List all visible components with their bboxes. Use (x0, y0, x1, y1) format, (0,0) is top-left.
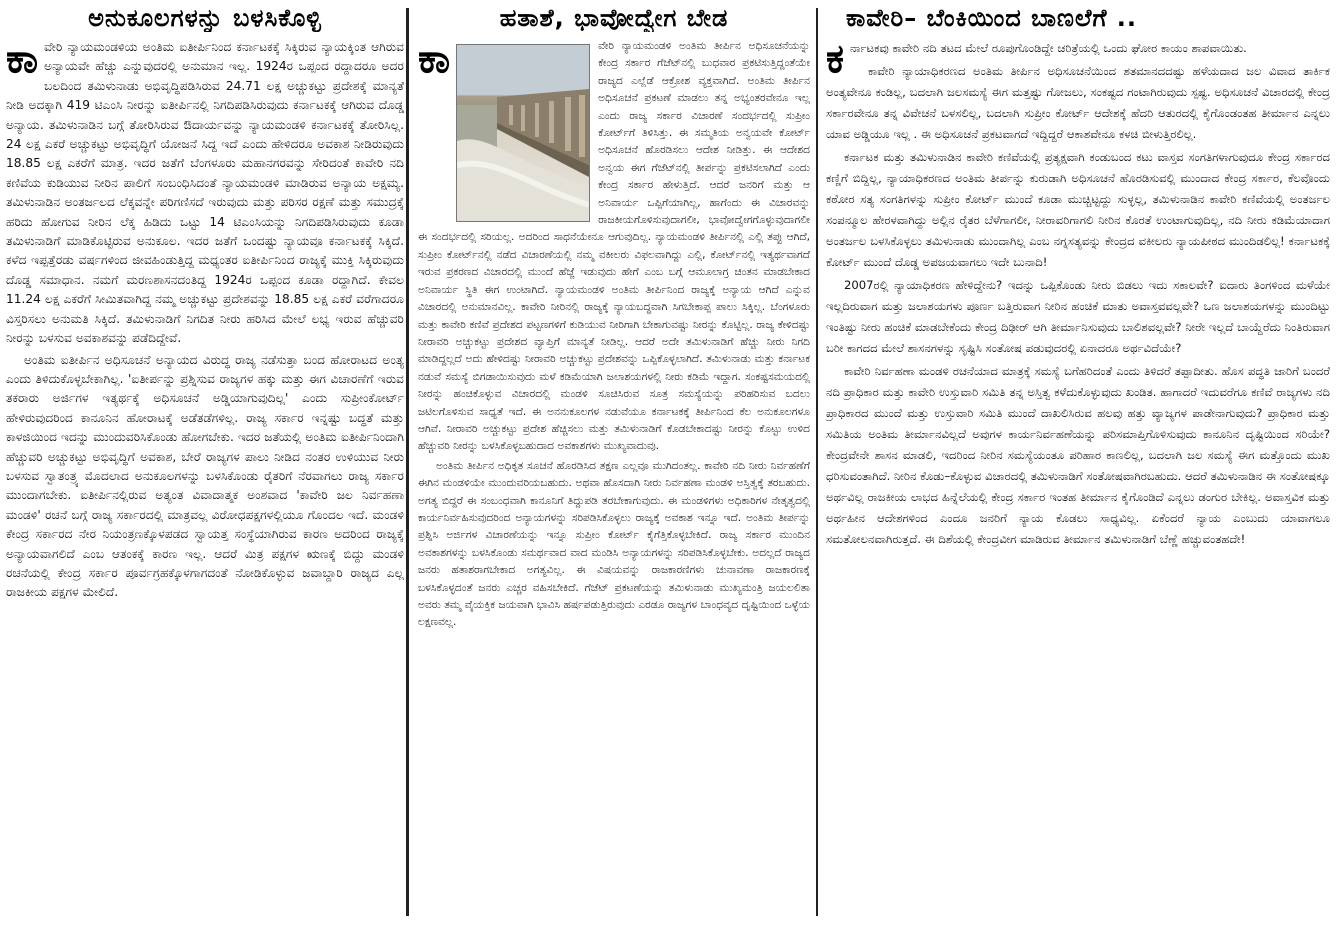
article-paragraph: ಕರ್ನಾಟಕ ಮತ್ತು ತಮಿಳುನಾಡಿನ ಕಾವೇರಿ ಕಣಿವೆಯಲ್ಲಿ ಪ್ರತ್ಯಕ್ಷವಾಗಿ ಕಂಡುಬಂದ ಕಟು ವಾಸ್ತವ ಸಂಗತಿಗಳಾಗುವುದೂ ಕೇಂದ್ರ ಸರ್ಕಾರದ ಕಣ್ಣಿಗೆ ಬಿದ್ದಿಲ್ಲ, ನ್ಯಾಯಾಧಿಕರಣದ ಅಂತಿಮ ತೀರ್ಪನ್ನು ಕುರುಡಾಗಿ ಅಧಿಸೂಚನೆ ಹೊರಡಿಸುವಲ್ಲಿ ಮುಂದಾದ ಕೇಂದ್ರ ಸರ್ಕಾರ, ಕೆಲವೊಂದು ಕಠೋರ ಸತ್ಯ ಸಂಗತಿಗಳನ್ನು ಸುಪ್ರೀಂ ಕೋರ್ಟ್ ಮುಂದೆ ಕೂಡಾ ಮುಚ್ಚಿಟ್ಟದ್ದು ಸುಳ್ಳಲ್ಲ, ತಮಿಳುನಾಡಿನ ಕಾವೇರಿ ಕಣಿವೆಯಲ್ಲಿ ಅಂತರ್ಜಲ ಸಂಪನ್ಮೂಲ ಹೇರಳವಾಗಿದ್ದು ಅಲ್ಲಿನ ರೈತರ ಬೆಳೆಗಾಗಲೀ, ನೀರಾವರಿಗಾಗಲಿ ನೀರಿನ ಕೊರತೆ ಉಂಟಾಗುವುದಿಲ್ಲ, ನದಿ ನೀರು ಕಡಿಮೆಯಾದಾಗ ಅಂತರ್ಜಲ ಬಳಸಿಕೊಳ್ಳಲು ತಮಿಳುನಾಡು ಮುಂದಾಗಿಲ್ಲ ಎಂಬ ನಗ್ನಸತ್ಯವನ್ನು ಕೇಂದ್ರದ ವಕೀಲರು ನ್ಯಾಯಪೀಠದ ಮುಂದಿಡಲಿಲ್ಲ! ಕರ್ನಾಟಕಕ್ಕೆ ಕೋರ್ಟ್ ಮುಂದೆ ದೊಡ್ಡ ಅಪಜಯವಾಗಲು ಇದೇ ಬುನಾದಿ! (826, 150, 1330, 269)
article-column-middle (412, 0, 816, 925)
article-paragraph: ಕಾವೇರಿ ನಿರ್ವಹಣಾ ಮಂಡಳಿ ರಚನೆಯಾದ ಮಾತ್ರಕ್ಕೆ ಸಮಸ್ಯೆ ಬಗೆಹರಿದಂತೆ ಎಂದು ತಿಳಿದರೆ ತಪ್ಪಾದೀತು. ಹೊಸ ಪದ್ಧತಿ ಜಾರಿಗೆ ಬಂದರೆ ನದಿ ಪ್ರಾಧಿಕಾರ ಮತ್ತು ಕಾವೇರಿ ಉಸ್ತುವಾರಿ ಸಮಿತಿ ತನ್ನ ಅಸ್ತಿತ್ವ ಕಳೆದುಕೊಳ್ಳುವುದು ಖಂಡಿತ. ಹಾಗಾದರೆ ಇದುವರೆಗೂ ಕಣಿವೆ ರಾಜ್ಯಗಳು ನದಿ ಪ್ರಾಧಿಕಾರದ ಮುಂದೆ ಮತ್ತು ಉಸ್ತುವಾರಿ ಸಮಿತಿ ಮುಂದೆ ದಾಖಲಿಸಿರುವ ಹಲವು ಹತ್ತು ವ್ಯಾಜ್ಯಗಳ ಪಾಡೇನಾಗುವುದು? ಪ್ರಾಧಿಕಾರ ಮತ್ತು ಸಮಿತಿಯ ಅಂತಿಮ ತೀರ್ಮಾನವಿಲ್ಲದೆ ಅವುಗಳ ಕಾರ್ಯನಿರ್ವಹಣೆಯನ್ನು ಪರಿಸಮಾಪ್ತಿಗೊಳಿಸುವುದು ಕಾನೂನಿನ ದೃಷ್ಟಿಯಿಂದ ಸರಿಯೇ? ಕೇಂದ್ರವೇನೇ ಶಾಸನ ಮಾಡಲಿ, ಇದರಿಂದ ನೀರಿನ ಸಮಸ್ಯೆಯಂತೂ ಪರಿಹಾರ ಕಾಣಲಿಲ್ಲ, ಬದಲಾಗಿ ಜಲ ಸಮಸ್ಯೆ ಈಗ ಮತ್ತೊಂದು ಮುಖ ಧರಿಸುವಂತಾಗಿದೆ. ನೀರಿನ ಕೊಡು–ಕೊಳ್ಳುವ ವಿಚಾರದಲ್ಲಿ ತಮಿಳುನಾಡಿಗೆ ಸಂತೋಷವಾಗಿರಬಹುದು. ಆದರೆ ತಮಿಳುನಾಡಿನ ಈ ಸಂತೋಷಕ್ಕೂ ಅರ್ಥವಿಲ್ಲ ರಾಜಕೀಯ ಲಾಭದ ಹಿನ್ನೆಲೆಯಲ್ಲಿ ಕೇಂದ್ರ ಸರ್ಕಾರ ಇಂತಹ ತೀರ್ಮಾನ ಕೈಗೊಂಡಿದೆ ಎನ್ನಲು ಡಂಗುರ ಬೇಕಿಲ್ಲ. ಅವಾಸ್ತವಿಕ ಮತ್ತು ಅರ್ಥಹೀನ ಆದೇಶಗಳಿಂದ ಎಂದೂ ಜನರಿಗೆ ನ್ಯಾಯ ಕೊಡಲು ಸಾಧ್ಯವಿಲ್ಲ. ಏಕೆಂದರೆ ನ್ಯಾಯ ಎಂಬುದು ಯಾವಾಗಲೂ ಸಮತೋಲನವಾಗಿರುತ್ತದೆ. ಈ ದಿಶೆಯಲ್ಲಿ ಕೇಂದ್ರವೀಗ ಮಾಡಿರುವ ತೀರ್ಮಾನ ತಮಿಳುನಾಡಿಗೆ ಬೆಣ್ಣೆ ಹಚ್ಚುವಂತಹದೇ! (826, 364, 1330, 546)
article-paragraph (418, 38, 810, 456)
article-paragraph (826, 36, 1330, 82)
article-body (6, 38, 404, 603)
article-body (826, 38, 1330, 550)
article-headline: ಹತಾಶೆ, ಭಾವೋದ್ವೇಗ ಬೇಡ (499, 4, 729, 32)
paragraph-text: ವೇರಿ ನ್ಯಾಯಮಂಡಳಿ ಅಂತಿಮ ತೀರ್ಪಿನ ಅಧಿಸೂಚನೆಯನ್ನು ಕೇಂದ್ರ ಸರ್ಕಾರ ಗೆಜೆಟ್‌ನಲ್ಲಿ ಬುಧವಾರ ಪ್ರಕಟಿಸುತ್ತಿದ್ದಂತೆಯೇ ರಾಜ್ಯದ ಎಲ್ಲೆಡೆ ಆಕ್ರೋಶ ವ್ಯಕ್ತವಾಗಿದೆ. ಅಂತಿಮ ತೀರ್ಪಿನ ಅಧಿಸೂಚನೆ ಪ್ರಕಟಣೆ ಮಾಡಲು ತನ್ನ ಅಭ್ಯಂತರವೇನೂ ಇಲ್ಲ ಎಂದು ರಾಜ್ಯ ಸರ್ಕಾರ ವಿಚಾರಣೆ ಸಂದರ್ಭದಲ್ಲಿ ಸುಪ್ರೀಂ ಕೋರ್ಟ್‌ಗೆ ತಿಳಿಸಿತ್ತು. ಈ ಸಮ್ಮತಿಯ ಅನ್ವಯವೇ ಕೋರ್ಟ್ ಅಧಿಸೂಚನೆ ಹೊರಡಿಸಲು ಆದೇಶ ನೀಡಿತ್ತು. ಈ ಆದೇಶದ ಅನ್ವಯ ಈಗ ಗೆಜೆಟ್‌ನಲ್ಲಿ ತೀರ್ಪನ್ನು ಪ್ರಕಟಿಸಲಾಗಿದೆ ಎಂದು ಕೇಂದ್ರ ಸರ್ಕಾರ ಹೇಳುತ್ತಿದೆ. ಆದರೆ ಜನರಿಗೆ ಮತ್ತು ಆ ಅನಿವಾರ್ಯ ಒಪ್ಪಿಗೆಯಾಗಿಲ್ಲ, ಹಾಗೆಂದು ಈ ವಿಚಾರವನ್ನು ರಾಜಕೀಯಗೊಳಿಸುವುದಾಗಲೀ, ಭಾವೋದ್ವೇಗಗೊಳ್ಳುವುದಾಗಲೀ ಈ ಸಂದರ್ಭದಲ್ಲಿ ಸರಿಯಲ್ಲ. ಅದರಿಂದ ಸಾಧನೆಯೇನೂ ಆಗುವುದಿಲ್ಲ. ನ್ಯಾಯಮಂಡಳಿ ತೀರ್ಪಿನಲ್ಲಿ ಎಲ್ಲಿ ತಪ್ಪು ಆಗಿದೆ, ಸುಪ್ರೀಂ ಕೋರ್ಟ್‌ನಲ್ಲಿ ನಡೆದ ವಿಚಾರಣೆಯಲ್ಲಿ ನಮ್ಮ ವಕೀಲರು ವಿಫಲವಾಗಿದ್ದು ಎಲ್ಲಿ, ಕೋರ್ಟ್‌ನಲ್ಲಿ ಇತ್ಯರ್ಥವಾಗದೆ ಇರುವ ಪ್ರಕರಣದ ವಿಚಾರದಲ್ಲಿ ಮುಂದೆ ಹೆಜ್ಜೆ ಇಡುವುದು ಹೇಗೆ ಎಂಬ ಬಗ್ಗೆ ಆಮೂಲಾಗ್ರ ಚಿಂತನ ಮಾಡಬೇಕಾದ ಅನಿವಾರ್ಯ ಸ್ಥಿತಿ ಈಗ ಉಂಟಾಗಿದೆ. ನ್ಯಾಯಮಂಡಳಿ ಅಂತಿಮ ತೀರ್ಪಿನಿಂದ ರಾಜ್ಯಕ್ಕೆ ಅನ್ಯಾಯ ಆಗಿದೆ ಎನ್ನುವ ವಿಚಾರದಲ್ಲಿ ಅನುಮಾನವಿಲ್ಲ. ಕಾವೇರಿ ನೀರಿನಲ್ಲಿ ರಾಜ್ಯಕ್ಕೆ ನ್ಯಾಯಬದ್ಧವಾಗಿ ಸಿಗಬೇಕಾಪ್ಪ ಪಾಲು ಸಿಕ್ಕಿಲ್ಲ. ಬೆಂಗಳೂರು ಮತ್ತು ಕಾವೇರಿ ಕಣಿವೆ ಪ್ರದೇಶದ ಪಟ್ಟಣಗಳಿಗೆ ಕುಡಿಯುವ ನೀರಿಗಾಗಿ ಬೇಕಾಗುವಷ್ಟು ನೀರನ್ನು ಕೊಟ್ಟಿಲ್ಲ. ರಾಜ್ಯ ಕೇಳಿದಷ್ಟು ನೀರಾವರಿ ಅಚ್ಚುಕಟ್ಟು ಪ್ರದೇಶದ ವ್ಯಾಪ್ತಿಗೆ ಮಾನ್ಯತೆ ನೀಡಿಲ್ಲ. ಆದರೆ ಅದೇ ತಮಿಳುನಾಡಿಗೆ ಹೆಚ್ಚು ನೀರು ನಿಗದಿ ಮಾಡಿದ್ದಲ್ಲದೆ ಅದು ಹೇಳಿದಷ್ಟು ನೀರಾವರಿ ಅಚ್ಚುಕಟ್ಟು ಪ್ರದೇಶವನ್ನು ಒಪ್ಪಿಕೊಳ್ಳಲಾಗಿದೆ. ತಮಿಳುನಾಡು ಮತ್ತು ಕರ್ನಾಟಕ ನಡುವೆ ಸಮಸ್ಯೆ ಬಿಗಡಾಯಿಸುವುದು ಮಳೆ ಕಡಿಮೆಯಾಗಿ ಜಲಾಶಯಗಳಲ್ಲಿ ನೀರು ಕಡಿಮೆ ಇದ್ದಾಗ. ಸಂಕಷ್ಟಸಮಯದಲ್ಲಿ ನೀರನ್ನು ಹಂಚಿಕೊಳ್ಳುವ ವಿಚಾರದಲ್ಲಿ ಮಂಡಳಿ ಸೂಚಿಸಿರುವ ಸೂತ್ರ ಸಮಸ್ಯೆಯನ್ನು ಪರಿಹರಿಸುವ ಬದಲು ಜಟಿಲಗೊಳಿಸುವ ಸಾಧ್ಯತೆ ಇದೆ. ಈ ಅನನುಕೂಲಗಳ ನಡುವೆಯೂ ಕರ್ನಾಟಕಕ್ಕೆ ತೀರ್ಪಿನಿಂದ ಕೆಲ ಅನುಕೂಲಗಳೂ ಆಗಿವೆ. ನೀರಾವರಿ ಅಚ್ಚುಕಟ್ಟು ಪ್ರದೇಶ ಹೆಚ್ಚಿಸಲು ಮತ್ತು ತಮಿಳುನಾಡಿಗೆ ಕೊಡಬೇಕಾದಷ್ಟು ನೀರನ್ನು ಕೊಟ್ಟು ಉಳಿದ ಹೆಚ್ಚುವರಿ ನೀರನ್ನು ಬಳಸಿಕೊಳ್ಳಬಹುದಾದ ಅವಕಾಶಗಳು ಮುಖ್ಯವಾದುವು. (418, 40, 810, 453)
dam-photo (456, 44, 590, 222)
article-paragraph: ಅಂತಿಮ ಐತೀರ್ಪಿನ ಅಧಿಸೂಚನೆ ಅನ್ಯಾಯದ ವಿರುದ್ಧ ರಾಜ್ಯ ನಡೆಸುತ್ತಾ ಬಂದ ಹೋರಾಟದ ಅಂತ್ಯ ಎಂದು ತಿಳಿದುಕೊಳ್ಳಬೇಕಾಗಿಲ್ಲ. 'ಐತೀರ್ಪನ್ನು ಪ್ರಶ್ನಿಸುವ ರಾಜ್ಯಗಳ ಹಕ್ಕು ಮತ್ತು ಈಗ ವಿಚಾರಣೆಗೆ ಇರುವ ತಕರಾರು ಅರ್ಜಿಗಳ ಇತ್ಯರ್ಥಕ್ಕೆ ಅಧಿಸೂಚನೆ ಅಡ್ಡಿಯಾಗುವುದಿಲ್ಲ' ಎಂದು ಸುಪ್ರೀಂಕೋರ್ಟ್ ಹೇಳಿರುವುದರಿಂದ ಕಾನೂನಿನ ಹೋರಾಟಕ್ಕೆ ಅಡೆತಡೆಗಳಿಲ್ಲ. ರಾಜ್ಯ ಸರ್ಕಾರ ಇನ್ನಷ್ಟು ಬದ್ಧತೆ ಮತ್ತು ಕಾಳಜಿಯಿಂದ ಇದನ್ನು ಮುಂದುವರಿಸಿಕೊಂಡು ಹೋಗಬೇಕು. ಇದರ ಜತೆಯಲ್ಲಿ ಅಂತಿಮ ಐತೀರ್ಪಿನಿಂದಾಗಿ ಹೆಚ್ಚುವರಿ ಅಚ್ಚುಕಟ್ಟು ಅಭಿವೃದ್ಧಿಗೆ ಅವಕಾಶ, ಬೇರೆ ರಾಜ್ಯಗಳ ಪಾಲು ನೀಡಿದ ನಂತರ ಉಳಿಯುವ ನೀರು ಬಳಸುವ ಸ್ವಾತಂತ್ರ್ಯ ಮೊದಲಾದ ಅನುಕೂಲಗಳನ್ನು ಬಳಸಿಕೊಂಡು ರೈತರಿಗೆ ನೆರವಾಗಲು ರಾಜ್ಯ ಸರ್ಕಾರ ಮುಂದಾಗಬೇಕು. ಐತೀರ್ಪಿನಲ್ಲಿರುವ ಅತ್ಯಂತ ವಿವಾದಾತ್ಮಕ ಅಂಶವಾದ 'ಕಾವೇರಿ ಜಲ ನಿರ್ವಹಣಾ ಮಂಡಳಿ' ರಚನೆ ಬಗ್ಗೆ ರಾಜ್ಯ ಸರ್ಕಾರದಲ್ಲಿ ಮಾತ್ರವಲ್ಲ ವಿರೋಧಪಕ್ಷಗಳಲ್ಲಿಯೂ ಗೊಂದಲ ಇದೆ. ಮಂಡಳಿ ಕೇಂದ್ರ ಸರ್ಕಾರದ ನೇರ ನಿಯಂತ್ರಣಕ್ಕೊಳಪಡದ ಸ್ವಾಯತ್ತ ಸಂಸ್ಥೆಯಾಗಿರುವ ಕಾರಣ ಅದರಿಂದ ರಾಜ್ಯಕ್ಕೆ ಅನ್ಯಾಯವಾಗಲಿದೆ ಎಂಬ ಆತಂಕಕ್ಕೆ ಕಾರಣ ಇಲ್ಲ. ಆದರೆ ಮಿತ್ರ ಪಕ್ಷಗಳ ಋಣಕ್ಕೆ ಬಿದ್ದು ಮಂಡಳಿ ರಚನೆಯಲ್ಲಿ ಕೇಂದ್ರ ಸರ್ಕಾರ ಪೂರ್ವಗ್ರಹಕ್ಕೊಳಗಾಗದಂತೆ ನೋಡಿಕೊಳ್ಳುವ ಜವಾಬ್ದಾರಿ ರಾಜ್ಯದ ಎಲ್ಲ ರಾಜಕೀಯ ಪಕ್ಷಗಳ ಮೇಲಿದೆ. (6, 352, 404, 600)
article-paragraph: 2007ರಲ್ಲಿ ನ್ಯಾಯಾಧಿಕರಣ ಹೇಳಿದ್ದೇನು? ಇದನ್ನು ಒಪ್ಪಿಕೊಂಡು ನೀರು ಬಿಡಲು ಇದು ಸಕಾಲವೇ? ಐದಾರು ತಿಂಗಳಿಂದ ಮಳೆಯೇ ಇಲ್ಲದಿರುವಾಗ ಮತ್ತು ಜಲಾಶಯಗಳು ಪೂರ್ಣ ಬತ್ತಿರುವಾಗ ನೀರಿನ ಹಂಚಿಕೆ ಮಾತು ಅವಾಸ್ತವವಲ್ಲವೇ? ಒಣ ಜಲಾಶಯಗಳನ್ನು ಮುಂದಿಟ್ಟು ಇಂತಿಷ್ಟು ನೀರು ಹಂಚಿಕೆ ಮಾಡಬೇಕೆಂದು ಕೇಂದ್ರ ದಿಢೀರ್ ಆಗಿ ತೀರ್ಮಾನಿಸುವುದು ಬಾಲಿಶವಲ್ಲವೇ? ನೀರೇ ಇಲ್ಲದೆ ಬಾಯ್ದೆರೆದು ನಿಂತಿರುವಾಗ ಬರೀ ಕಾಗದದ ಮೇಲೆ ಶಾಸನಗಳನ್ನು ಸೃಷ್ಟಿಸಿ ಸಂತೋಷ ಪಡುವುದರಲ್ಲಿ ಏನಾದರೂ ಅರ್ಥವಿದೆಯೇ? (826, 278, 1330, 355)
article-headline: ಅನುಕೂಲಗಳನ್ನು ಬಳಸಿಕೊಳ್ಳಿ (88, 4, 322, 32)
article-paragraph: ಕಾವೇರಿ ನ್ಯಾಯಾಧಿಕರಣದ ಅಂತಿಮ ತೀರ್ಪಿನ ಅಧಿಸೂಚನೆಯಿಂದ ಶತಮಾನದದಷ್ಟು ಹಳೆಯದಾದ ಜಲ ವಿವಾದ ತಾರ್ಕಿಕ ಅಂತ್ಯವೇನೂ ಕಂಡಿಲ್ಲ, ಬದಲಾಗಿ ಜಲಸಮಸ್ಯೆ ಈಗ ಮತ್ತಷ್ಟು ಗೋಜಲು, ಸಂಕಷ್ಟದ ಗಂಟಾಗಿರುವುದು ಸ್ಪಷ್ಟ. ಅಧಿಸೂಚನೆ ವಿಚಾರದಲ್ಲಿ ಕೇಂದ್ರ ಸರ್ಕಾರವೇನೂ ತನ್ನ ವಿವೇಚನೆ ಬಳಸಲಿಲ್ಲ, ಬದಲಾಗಿ ಸುಪ್ರೀಂ ಕೋರ್ಟ್ ಆದೇಶಕ್ಕೆ ಹೆದರಿ ಆತುರದಲ್ಲಿ ಕೈಗೊಂಡಂತಹ ತೀರ್ಮಾನ ಎನ್ನಲು ಯಾವ ಅಡ್ಡಿಯೂ ಇಲ್ಲ . ಈ ಅಧಿಸೂಚನೆ ಪ್ರಕಟವಾಗದೆ ಇದ್ದಿದ್ದರೆ ಆಕಾಶವೇನೂ ಕಳಚಿ ಬೀಳುತ್ತಿರಲಿಲ್ಲ. (826, 64, 1330, 141)
paragraph-text: ರ್ನಾಟಕವು ಕಾವೇರಿ ನದಿ ತಟದ ಮೇಲೆ ರೂಪುಗೊಂಡಿದ್ದೇ ಚರಿತ್ರೆಯಲ್ಲಿ ಒಂದು ಘೋರ ಕಾಯಂ ಶಾಪವಾಯಿತು. (850, 41, 1247, 55)
article-body (418, 38, 810, 632)
drop-cap: ಕ (826, 36, 844, 82)
paragraph-text: ವೇರಿ ನ್ಯಾಯಮಂಡಳಿಯ ಅಂತಿಮ ಐತೀರ್ಪಿನಿಂದ ಕರ್ನಾಟಕಕ್ಕೆ ಸಿಕ್ಕಿರುವ ನ್ಯಾಯಕ್ಕಿಂತ ಆಗಿರುವ ಅನ್ಯಾಯವೇ ಹೆಚ್ಚು ಎನ್ನುವುದರಲ್ಲಿ ಅನುಮಾನ ಇಲ್ಲ. 1924ರ ಒಪ್ಪಂದ ರದ್ದಾದರೂ ಅದರ ಬಲದಿಂದ ತಮಿಳುನಾಡು ಅಭಿವೃದ್ಧಿಪಡಿಸಿರುವ 24.71 ಲಕ್ಷ ಅಚ್ಚುಕಟ್ಟು ಪ್ರದೇಶಕ್ಕೆ ಮಾನ್ಯತೆ ನೀಡಿ ಅದಕ್ಕಾಗಿ 419 ಟಿಎಂಸಿ ನೀರನ್ನು ಐತೀರ್ಪಿನಲ್ಲಿ ನಿಗದಿಪಡಿಸಿರುವುದು ಕರ್ನಾಟಕಕ್ಕೆ ಆಗಿರುವ ದೊಡ್ಡ ಅನ್ಯಾಯ. ತಮಿಳುನಾಡಿನ ಬಗ್ಗೆ ತೋರಿಸಿರುವ ಔದಾರ್ಯವನ್ನು ನ್ಯಾಯಮಂಡಳಿ ಕರ್ನಾಟಕಕ್ಕೆ ತೋರಿಸಿಲ್ಲ. 24 ಲಕ್ಷ ಎಕರೆ ಅಚ್ಚುಕಟ್ಟು ಅಭಿವೃದ್ಧಿಗೆ ಯೋಜನೆ ಸಿದ್ದ ಇದೆ ಎಂದು ಹೇಳಿದರೂ ಅವಕಾಶ ನೀಡಿರುವುದು 18.85 ಲಕ್ಷ ಎಕರೆಗೆ ಮಾತ್ರ. ಇದರ ಜತೆಗೆ ಬೆಂಗಳೂರು ಮಹಾನಗರವನ್ನು ಸೇರಿದಂತೆ ಕಾವೇರಿ ನದಿ ಕಣಿವೆಯ ಕುಡಿಯುವ ನೀರಿನ ಪಾಲಿಗೆ ಸಂಬಂಧಿಸಿದಂತೆ ನ್ಯಾಯಮಂಡಳಿ ಮಾಡಿರುವ ಅನ್ಯಾಯ ಅಕ್ಷಮ್ಯ. ತಮಿಳುನಾಡಿನ ಅಂತರ್ಜಲದ ಲೆಕ್ಕವನ್ನೇ ಪರಿಗಣಿಸದೆ ಇರುವುದು ಮತ್ತು ಪರಿಸರ ರಕ್ಷಣೆ ಮತ್ತು ಸಮುದ್ರಕ್ಕೆ ಹರಿದು ಹೋಗುವ ನೀರಿನ ಲೆಕ್ಕ ಹಿಡಿದು ಒಟ್ಟು 14 ಟಿಎಂಸಿಯನ್ನು ನಿಗದಿಪಡಿಸಿರುವುದು ಕೂಡಾ ತಮಿಳುನಾಡಿಗೆ ಮಾಡಿಕೊಟ್ಟಿರುವ ಅನುಕೂಲ. ಇದರ ಜತೆಗೆ ಒಂದಷ್ಟು ನ್ಯಾಯವೂ ಕರ್ನಾಟಕಕ್ಕೆ ಸಿಕ್ಕಿದೆ. ಕಳೆದ ಇಪ್ಪತ್ತೆರಡು ವರ್ಷಗಳಿಂದ ಜೀವಹಿಂಡುತ್ತಿದ್ದ ಮಧ್ಯಂತರ ಐತೀರ್ಪಿನಿಂದ ರಾಜ್ಯಕ್ಕೆ ಮುಕ್ತಿ ಸಿಕ್ಕಿರುವುದು ದೊಡ್ಡ ಸಮಾಧಾನ. ನಮಗೆ ಮರಣಶಾಸನದಂತಿದ್ದ 1924ರ ಒಪ್ಪಂದ ಕೂಡಾ ರದ್ದಾಗಿದೆ. ಕೇವಲ 11.24 ಲಕ್ಷ ಎಕರೆಗೆ ಸೀಮಿತವಾಗಿದ್ದ ನಮ್ಮ ಅಚ್ಚುಕಟ್ಟು ಪ್ರದೇಶವನ್ನು 18.85 ಲಕ್ಷ ಎಕರೆ ವರೆಗಾದರೂ ವಿಸ್ತರಿಸಲು ಅನುಮತಿ ಸಿಕ್ಕಿದೆ. ತಮಿಳುನಾಡಿಗೆ ನಿಗದಿತ ನೀರು ಹರಿಸಿದ ಮೇಲೆ ಲಭ್ಯ ಇರುವ ಹೆಚ್ಚುವರಿ ನೀರನ್ನು ಬಳಸುವ ಅವಕಾಶವನ್ನು ಪಡೆದಿದ್ದೇವೆ. (6, 40, 404, 346)
article-column-left (0, 0, 410, 925)
article-paragraph (6, 38, 404, 349)
drop-cap: ಕಾ (6, 36, 39, 82)
drop-cap: ಕಾ (418, 36, 451, 82)
article-paragraph: ಅಂತಿಮ ತೀರ್ಪಿನ ಅಧಿಕೃತ ಸೂಚನೆ ಹೊರಡಿಸಿದ ತಕ್ಷಣ ಎಲ್ಲವೂ ಮುಗಿದಂತಲ್ಲ. ಕಾವೇರಿ ನದಿ ನೀರು ನಿರ್ವಹಣೆಗೆ ಈಗಿನ ಮಂಡಳಿಯೇ ಮುಂದುವರಿಯಬಹುದು. ಅಥವಾ ಹೊಸದಾಗಿ ನೀರು ನಿರ್ವಹಣಾ ಮಂಡಳಿ ಅಸ್ತಿತ್ವಕ್ಕೆ ತರಬಹುದು. ಅಗತ್ಯ ಬಿದ್ದರೆ ಈ ಸಂಬಂಧವಾಗಿ ಕಾನೂನಿಗೆ ತಿದ್ದುಪಡಿ ತರಬೇಕಾಗುವುದು. ಈ ಮಂಡಳಿಗಳು ಅಧಿಕಾರಿಗಳ ನೇತೃತ್ವದಲ್ಲಿ ಕಾರ್ಯನಿರ್ವಹಿಸುವುದರಿಂದ ಅನ್ಯಾಯಗಳನ್ನು ಸರಿಪಡಿಸಿಕೊಳ್ಳಲು ರಾಜ್ಯಕ್ಕೆ ಅವಕಾಶ ಇನ್ನೂ ಇದೆ. ಅಂತಿಮ ತೀರ್ಪನ್ನು ಪ್ರಶ್ನಿಸಿ ಅರ್ಜಿಗಳ ವಿಚಾರಣೆಯನ್ನು ಇನ್ನೂ ಸುಪ್ರೀಂ ಕೋರ್ಟ್ ಕೈಗೆತ್ತಿಕೊಳ್ಳಬೇಕಿದೆ. ರಾಜ್ಯ ಸರ್ಕಾರ ಮುಂದಿನ ಅವಕಾಶಗಳನ್ನು ಬಳಸಿಕೊಂಡು ಸಮರ್ಥವಾದ ವಾದ ಮಂಡಿಸಿ ಅನ್ಯಾಯಗಳನ್ನು ಸರಿಪಡಿಸಿಕೊಳ್ಳಬೇಕು. ಅದಲ್ಲದೆ ರಾಜ್ಯದ ಜನರು ಹತಾಶರಾಗಬೇಕಾದ ಅಗತ್ಯವಿಲ್ಲ. ಈ ವಿಷಯವನ್ನು ರಾಜಕಾರಣಿಗಳು ಚುನಾವಣಾ ರಾಜಕಾರಣಕ್ಕೆ ಬಳಸಿಕೊಳ್ಳದಂತೆ ಜನರು ಎಚ್ಚರ ವಹಿಸಬೇಕಿದೆ. ಗೆಜೆಟ್ ಪ್ರಕಟಣೆಯನ್ನು ತಮಿಳುನಾಡು ಮುಖ್ಯಮಂತ್ರಿ ಜಯಲಲಿತಾ ಅವರು ತಮ್ಮ ವೈಯಕ್ತಿಕ ಜಯವಾಗಿ ಭಾವಿಸಿ ಹರ್ಷಪಡುತ್ತಿರುವುದು ಎರಡೂ ರಾಜ್ಯಗಳ ಬಾಂಧವ್ಯದ ದೃಷ್ಟಿಯಿಂದ ಒಳ್ಳೆಯ ಲಕ್ಷಣವಲ್ಲ. (418, 459, 810, 629)
article-headline: ಕಾವೇರಿ– ಬೆಂಕಿಯಿಂದ ಬಾಣಲೆಗೆ .. (846, 4, 1137, 32)
article-column-right (820, 0, 1336, 925)
